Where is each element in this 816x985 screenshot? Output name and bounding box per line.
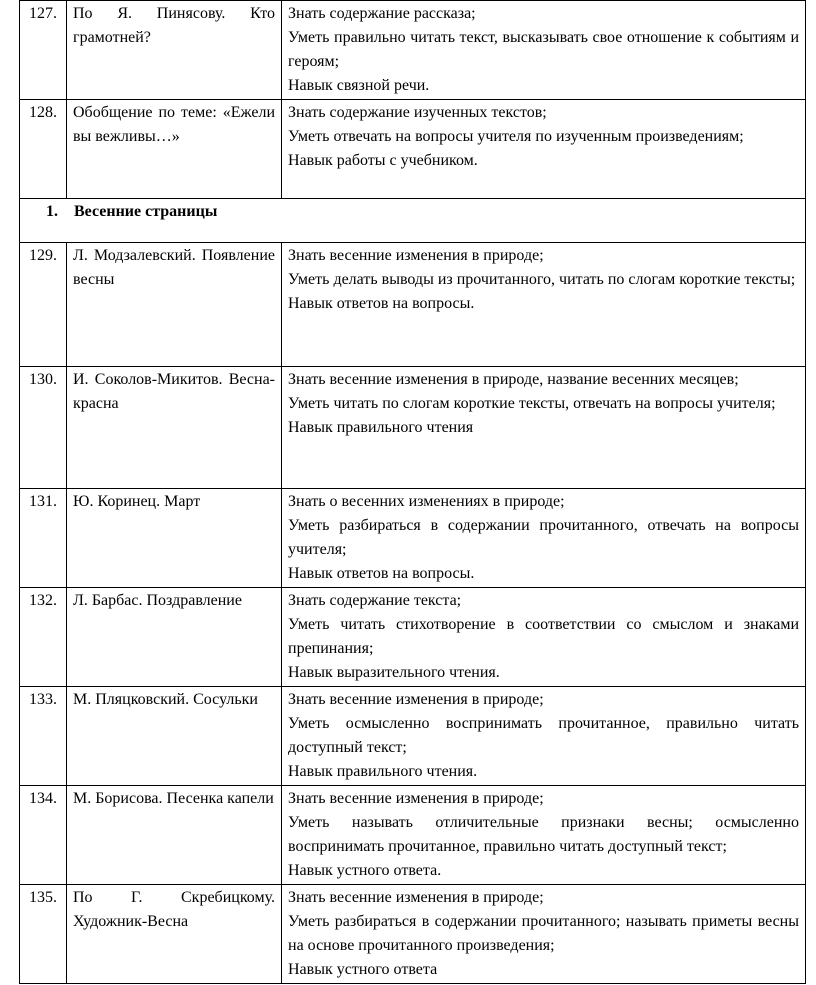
goal-habit: Навык работы с учебником. [288, 152, 478, 169]
section-number: 1. [46, 203, 58, 220]
goal-habit: Навык ответов на вопросы. [288, 565, 475, 582]
goal-skill: Уметь читать стихотворение в соответствии со смыслом и знаками препинания; [288, 616, 799, 657]
section-row [20, 199, 806, 243]
lesson-topic: По Я. Пинясову. Кто грамотней? [67, 1, 282, 100]
goal-knowledge: Знать содержание рассказа; [288, 5, 476, 22]
lesson-topic: И. Соколов-Микитов. Весна-красна [67, 367, 282, 489]
goal-skill: Уметь называть отличительные признаки весны; осмысленно воспринимать прочитанное, правильно читать доступный текст; [288, 814, 799, 855]
goal-habit: Навык устного ответа [288, 961, 438, 978]
lesson-goals [282, 367, 806, 489]
table-row [20, 367, 806, 489]
lesson-topic: М. Борисова. Песенка капели [67, 786, 282, 885]
goal-habit: Навык выразительного чтения. [288, 664, 500, 681]
lesson-number: 130. [20, 367, 67, 489]
table-row [20, 1, 806, 100]
lesson-number: 127. [20, 1, 67, 100]
goal-knowledge: Знать весенние изменения в природе, название весенних месяцев; [288, 371, 739, 388]
goal-skill: Уметь правильно читать текст, высказывать свое отношение к событиям и героям; [288, 29, 799, 70]
goal-skill: Уметь осмысленно воспринимать прочитанное, правильно читать доступный текст; [288, 715, 799, 756]
lesson-number: 134. [20, 786, 67, 885]
lesson-goals [282, 588, 806, 687]
table-row [20, 885, 806, 984]
goal-habit: Навык правильного чтения. [288, 763, 478, 780]
goal-habit: Навык устного ответа. [288, 862, 442, 879]
goal-skill: Уметь читать по слогам короткие тексты, отвечать на вопросы учителя; [288, 395, 776, 412]
goal-knowledge: Знать о весенних изменениях в природе; [288, 493, 565, 510]
goal-skill: Уметь отвечать на вопросы учителя по изученным произведениям; [288, 128, 744, 145]
lesson-goals [282, 687, 806, 786]
table-row [20, 687, 806, 786]
lesson-goals [282, 489, 806, 588]
table-row [20, 786, 806, 885]
goal-habit: Навык правильного чтения [288, 419, 474, 436]
goal-skill: Уметь делать выводы из прочитанного, читать по слогам короткие тексты; [288, 271, 796, 288]
goal-skill: Уметь разбираться в содержании прочитанного, отвечать на вопросы учителя; [288, 517, 799, 558]
table-row [20, 243, 806, 367]
lesson-goals [282, 885, 806, 984]
lesson-plan-table [19, 0, 806, 984]
section-title: Весенние страницы [74, 203, 218, 220]
goal-knowledge: Знать содержание текста; [288, 592, 462, 609]
lesson-number: 135. [20, 885, 67, 984]
lesson-goals [282, 1, 806, 100]
lesson-topic: Л. Барбас. Поздравление [67, 588, 282, 687]
lesson-number: 132. [20, 588, 67, 687]
lesson-topic: По Г. Скребицкому. Художник-Весна [67, 885, 282, 984]
goal-habit: Навык связной речи. [288, 77, 430, 94]
goal-skill: Уметь разбираться в содержании прочитанного; называть приметы весны на основе прочитанного произведения; [288, 913, 799, 954]
lesson-topic: Л. Модзалевский. Появление весны [67, 243, 282, 367]
goal-knowledge: Знать весенние изменения в природе; [288, 247, 544, 264]
lesson-number: 128. [20, 100, 67, 199]
lesson-goals [282, 786, 806, 885]
goal-habit: Навык ответов на вопросы. [288, 295, 475, 312]
lesson-topic: Обобщение по теме: «Ежели вы вежливы…» [67, 100, 282, 199]
lesson-goals [282, 100, 806, 199]
lesson-number: 131. [20, 489, 67, 588]
goal-knowledge: Знать весенние изменения в природе; [288, 889, 544, 906]
lesson-topic: М. Пляцковский. Сосульки [67, 687, 282, 786]
section-heading [20, 199, 806, 243]
goal-knowledge: Знать содержание изученных текстов; [288, 104, 547, 121]
table-row [20, 489, 806, 588]
lesson-number: 129. [20, 243, 67, 367]
lesson-topic: Ю. Коринец. Март [67, 489, 282, 588]
goal-knowledge: Знать весенние изменения в природе; [288, 790, 544, 807]
lesson-goals [282, 243, 806, 367]
table-row [20, 100, 806, 199]
goal-knowledge: Знать весенние изменения в природе; [288, 691, 544, 708]
lesson-number: 133. [20, 687, 67, 786]
table-row [20, 588, 806, 687]
